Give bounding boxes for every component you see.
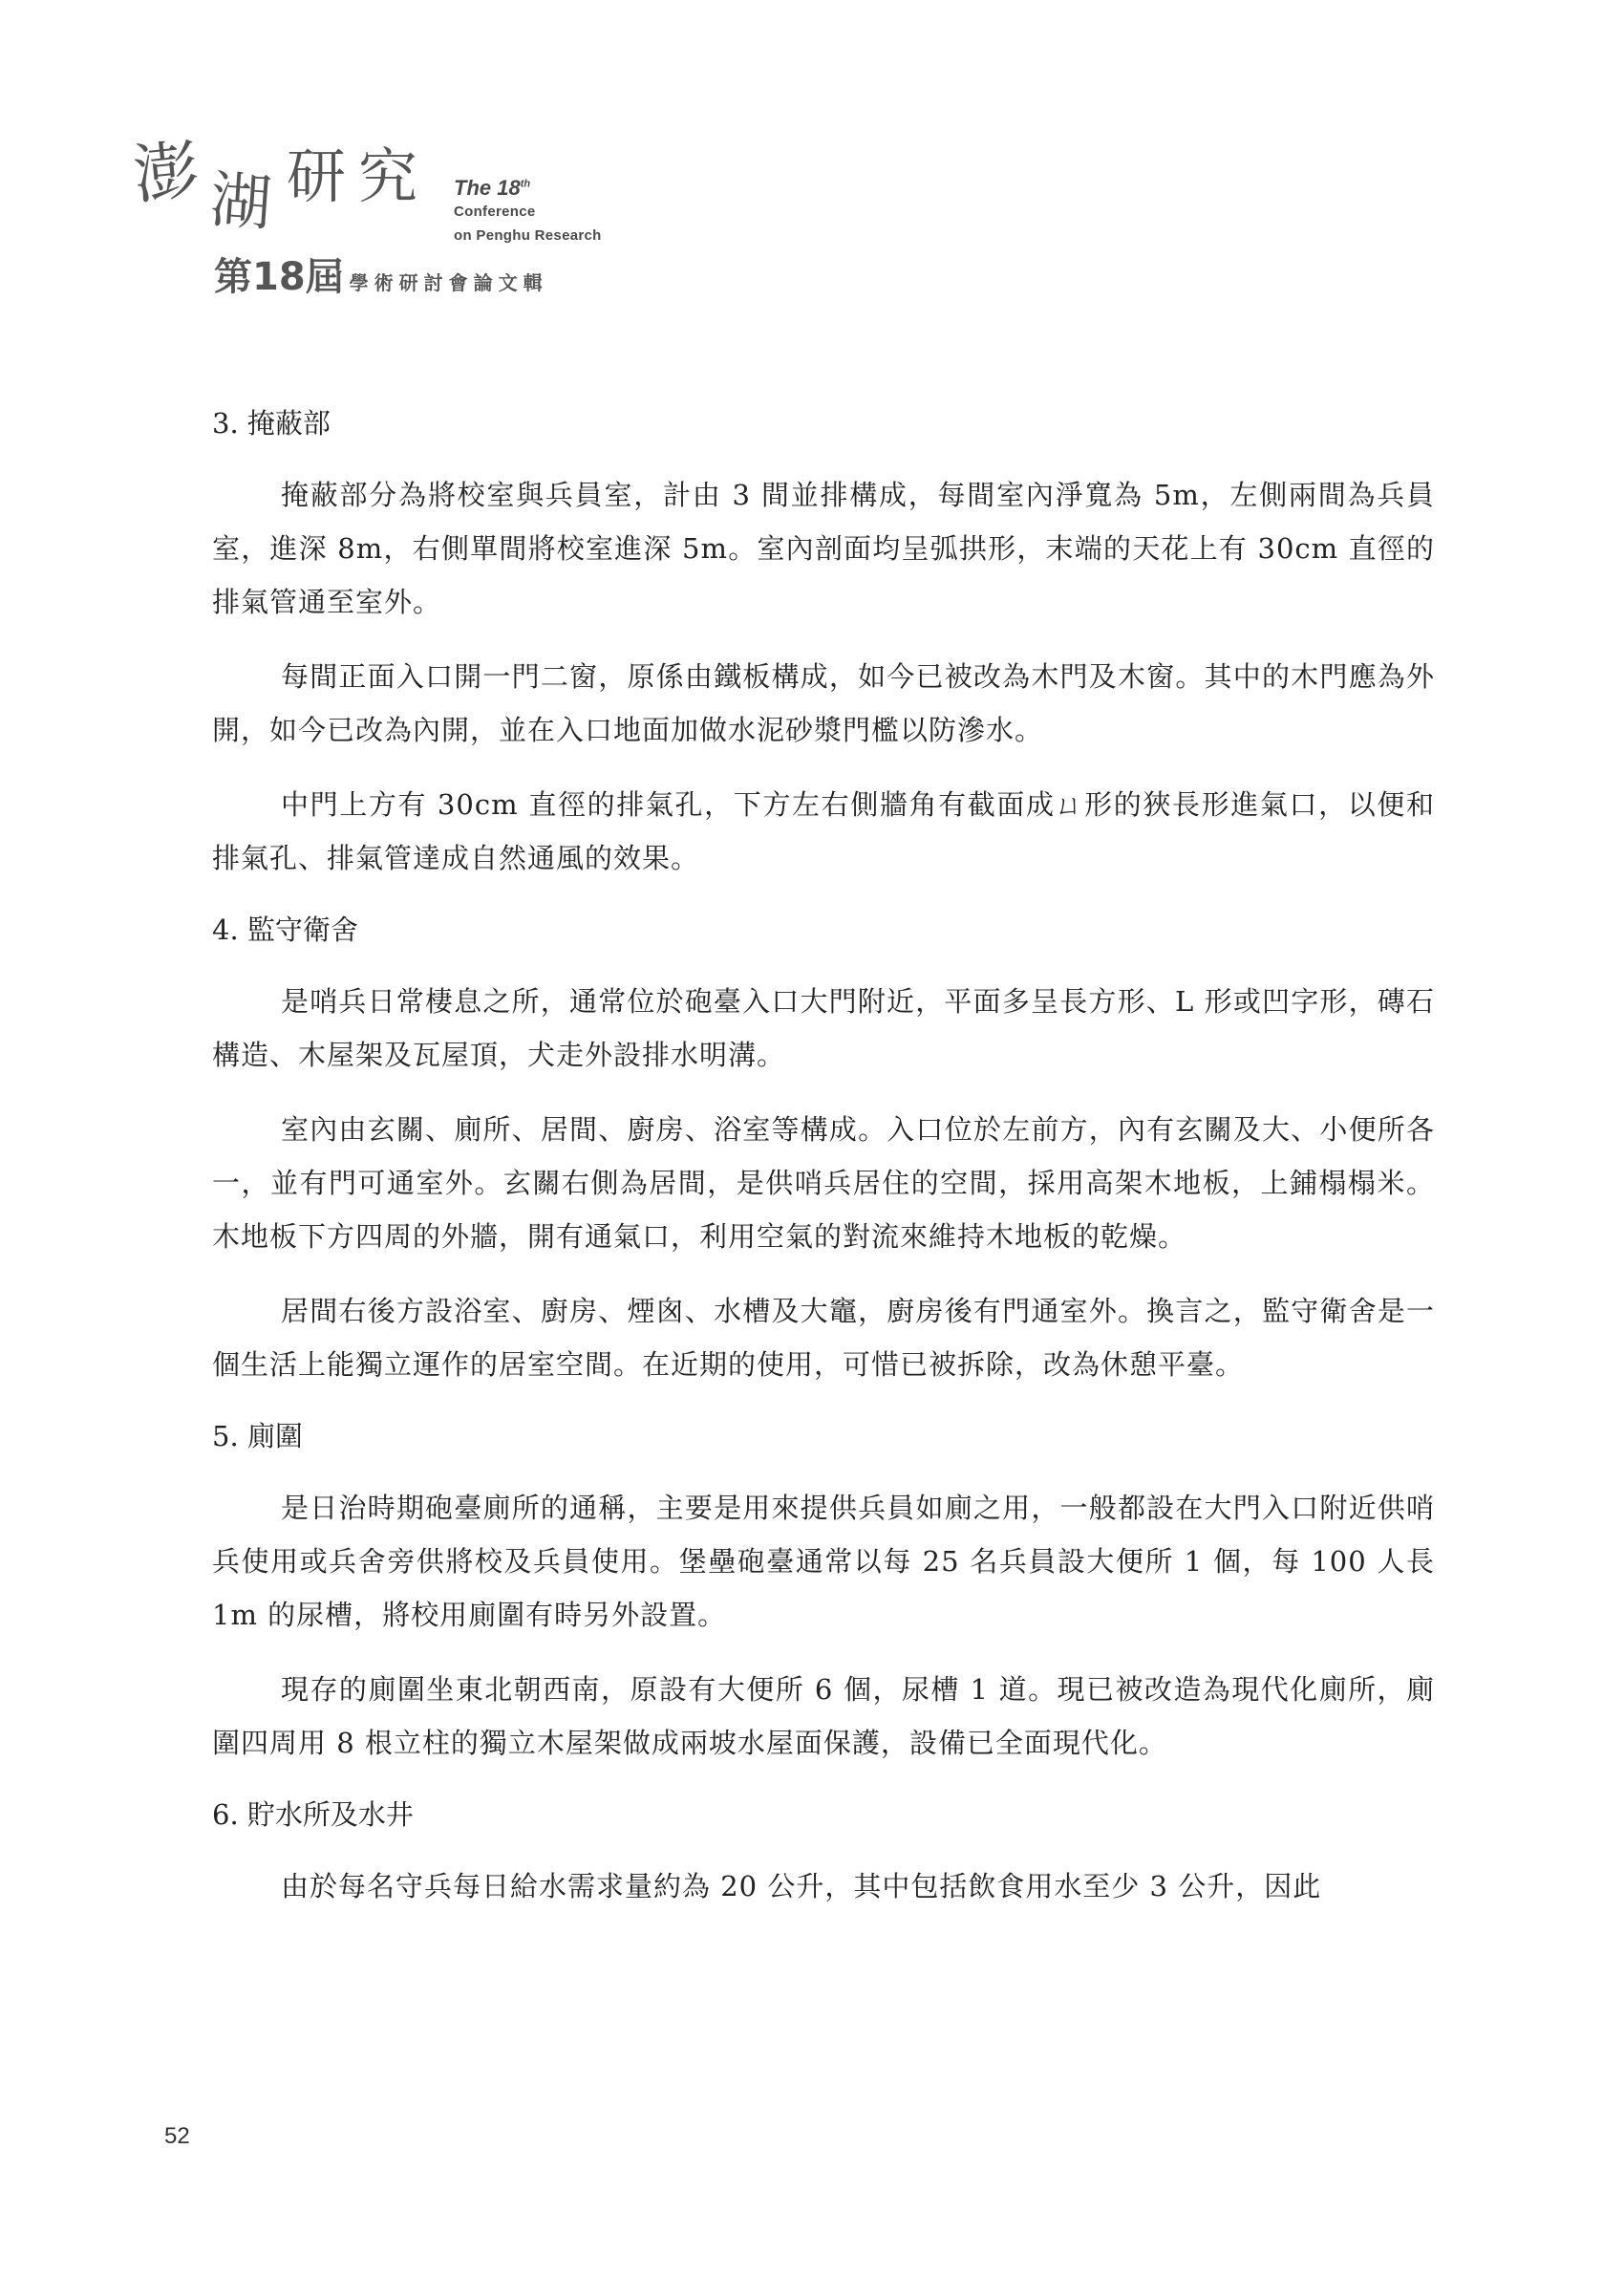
conference-edition-text: The 18 bbox=[454, 176, 521, 200]
journal-subtitle-text: 學術研討會論文輯 bbox=[349, 271, 548, 294]
page-number: 52 bbox=[164, 2123, 190, 2149]
paragraph: 由於每名守兵每日給水需求量約為 20 公升，其中包括飲食用水至少 3 公升，因此 bbox=[281, 1870, 1322, 1902]
section-heading: 6. 貯水所及水井 bbox=[212, 1798, 414, 1831]
conference-edition bbox=[454, 176, 530, 201]
journal-subtitle-edition: 第18屆 bbox=[214, 255, 344, 299]
paragraph: 是哨兵日常棲息之所，通常位於砲臺入口大門附近，平面多呈長方形、L 形或凹字形，磚石構造、木屋架及瓦屋頂，犬走外設排水明溝。 bbox=[212, 985, 1435, 1071]
journal-title-char-3: 研 bbox=[287, 141, 347, 211]
paragraph: 每間正面入口開一門二窗，原係由鐵板構成，如今已被改為木門及木窗。其中的木門應為外開，如今已改為內開，並在入口地面加做水泥砂漿門檻以防滲水。 bbox=[212, 660, 1435, 746]
paragraph: 室內由玄關、廁所、居間、廚房、浴室等構成。入口位於左前方，內有玄關及大、小便所各一，並有門可通室外。玄關右側為居間，是供哨兵居住的空間，採用高架木地板，上鋪榻榻米。木地板下方四周的外牆，開有通氣口，利用空氣的對流來維持木地板的乾燥。 bbox=[212, 1113, 1435, 1253]
journal-title-char-4: 究 bbox=[358, 141, 418, 211]
section-heading: 4. 監守衛舍 bbox=[212, 913, 358, 946]
journal-title-char-2: 湖 bbox=[207, 164, 274, 241]
section-heading: 3. 掩蔽部 bbox=[212, 407, 331, 440]
section-heading: 5. 廁圍 bbox=[212, 1420, 303, 1452]
journal-subtitle bbox=[214, 247, 548, 301]
conference-line: Conference bbox=[454, 204, 536, 220]
journal-title-char-1: 澎 bbox=[130, 132, 203, 215]
paragraph: 是日治時期砲臺廁所的通稱，主要是用來提供兵員如廁之用，一般都設在大門入口附近供哨兵使用或兵舍旁供將校及兵員使用。堡壘砲臺通常以每 25 名兵員設大便所 1 個，每 100 人長 1m 的尿槽，將校用廁圍有時另外設置。 bbox=[212, 1492, 1435, 1631]
conference-topic-line: on Penghu Research bbox=[454, 227, 602, 244]
journal-header bbox=[130, 113, 630, 299]
paragraph: 居間右後方設浴室、廚房、煙囪、水槽及大竈，廚房後有門通室外。換言之，監守衛舍是一個生活上能獨立運作的居室空間。在近期的使用，可惜已被拆除，改為休憩平臺。 bbox=[212, 1295, 1435, 1381]
paragraph: 現存的廁圍坐東北朝西南，原設有大便所 6 個，尿槽 1 道。現已被改造為現代化廁所，廁圍四周用 8 根立柱的獨立木屋架做成兩坡水屋面保護，設備已全面現代化。 bbox=[212, 1673, 1435, 1759]
paragraph: 掩蔽部分為將校室與兵員室，計由 3 間並排構成，每間室內淨寬為 5m，左側兩間為兵員室，進深 8m，右側單間將校室進深 5m。室內剖面均呈弧拱形，末端的天花上有 30cm 直徑的排氣管通至室外。 bbox=[212, 479, 1435, 618]
article-body bbox=[212, 399, 1435, 1934]
paragraph: 中門上方有 30cm 直徑的排氣孔，下方左右側牆角有截面成ㄩ形的狹長形進氣口，以便和排氣孔、排氣管達成自然通風的效果。 bbox=[212, 788, 1435, 874]
conference-edition-suffix: th bbox=[520, 178, 531, 190]
